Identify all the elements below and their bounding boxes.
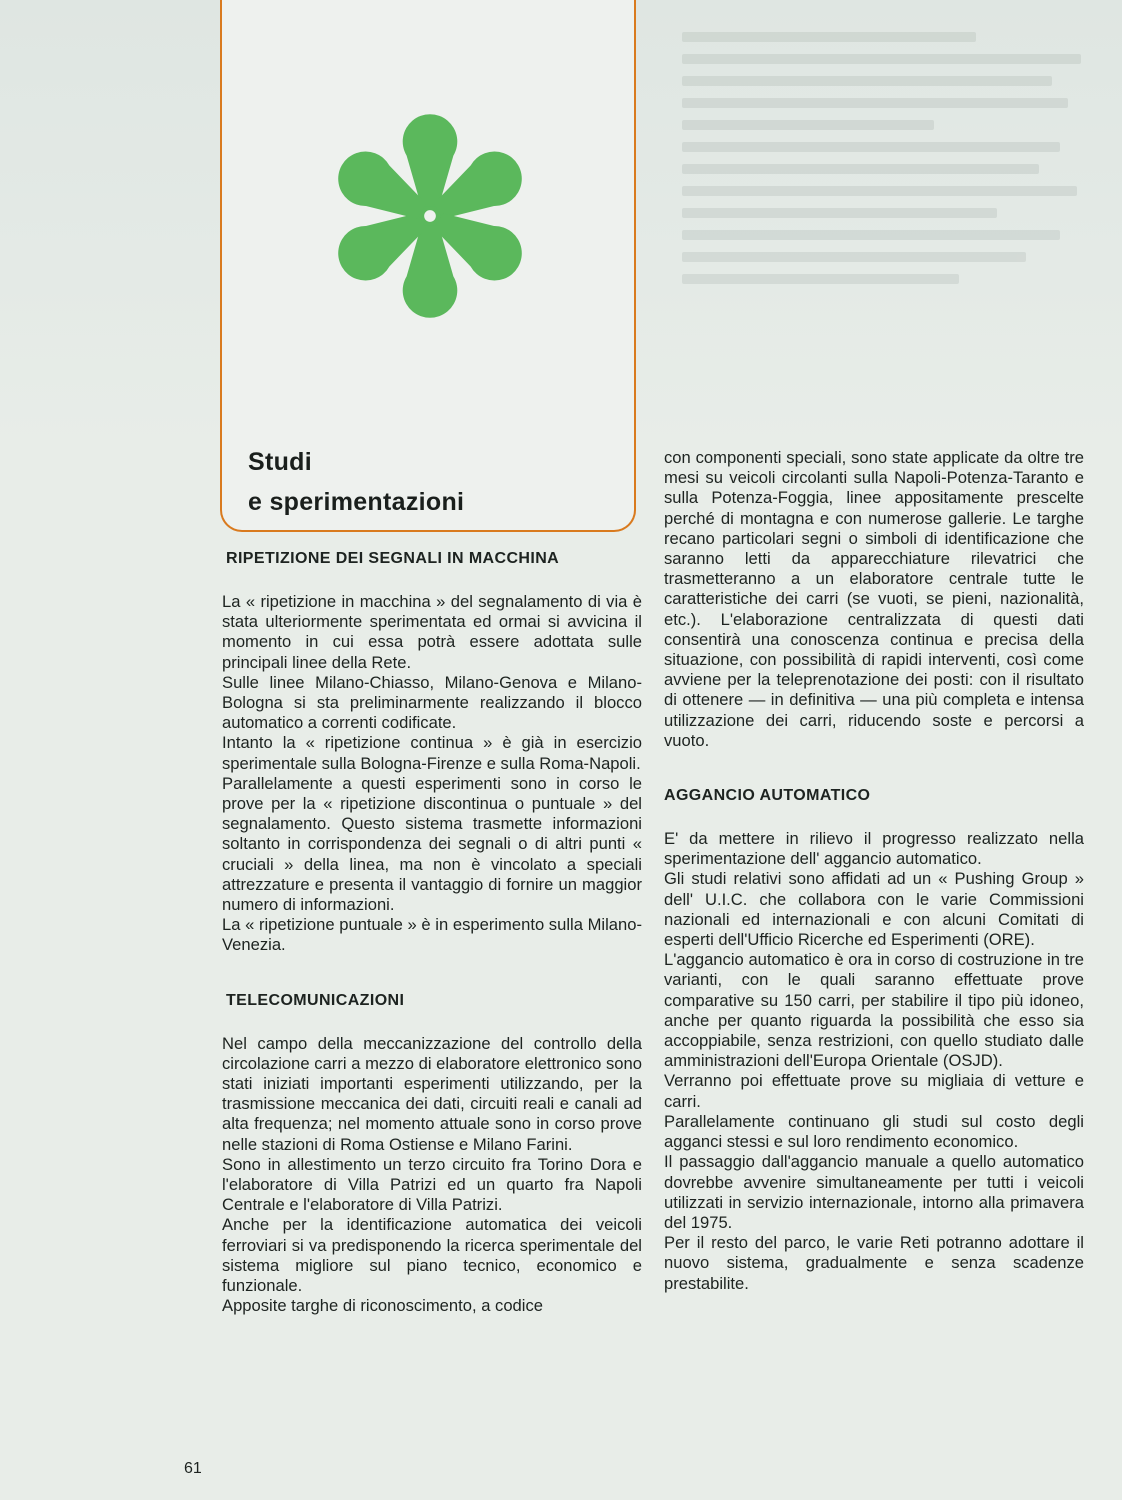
section-heading-aggancio: AGGANCIO AUTOMATICO — [664, 787, 871, 805]
paragraph: Nel campo della meccanizzazione del controllo della circolazione carri a mezzo di elaboratore elettronico sono stati iniziati importanti esperimenti utilizzando, per la trasmissione meccanica dei dati, circuiti reali e canali ad alta frequenza; nel momento attuale sono in corso prove nelle stazioni di Roma Ostiense e Milano Farini. — [222, 1033, 642, 1154]
paragraph: La « ripetizione puntuale » è in esperimento sulla Milano-Venezia. — [222, 915, 642, 955]
paragraph: Apposite targhe di riconoscimento, a codice — [222, 1296, 543, 1316]
page-title — [248, 442, 464, 522]
title-card — [220, 0, 636, 532]
paragraph: L'aggancio automatico è ora in corso di costruzione in tre varianti, con le quali saranno effettuate prove comparative su 150 carri, per stabilire il tipo più idoneo, anche per quanto riguarda la possibilità che esso sia accoppiabile, senza restrizioni, con quello studiato dalle amministrazioni dell'Europa Orientale (OSJD). — [664, 950, 1084, 1071]
paragraph: Anche per la identificazione automatica dei veicoli ferroviari si va predisponendo la ricerca sperimentale del sistema migliore sul piano tecnico, economico e funzionale. — [222, 1215, 642, 1296]
paragraph: Il passaggio dall'aggancio manuale a quello automatico dovrebbe avvenire simultaneamente per tutti i veicoli utilizzati in servizio internazionale, intorno alla primavera del 1975. — [664, 1152, 1084, 1232]
paragraph: Sono in allestimento un terzo circuito fra Torino Dora e l'elaboratore di Villa Patrizi ed un quarto fra Napoli Centrale e l'elaboratore di Villa Patrizi. — [222, 1154, 642, 1215]
flower-logo-icon — [332, 101, 528, 331]
paragraph: La « ripetizione in macchina » del segnalamento di via è stata ulteriormente sperimentata ed ormai si avvicina il momento in cui essa potrà essere adottata sulle principali linee della Rete. — [222, 592, 642, 672]
background-ghost-text — [682, 20, 1102, 400]
left-column — [222, 548, 642, 1317]
paragraph: Parallelamente a questi esperimenti sono in corso le prove per la « ripetizione discontinua o puntuale » del segnalamento. Questo sistema trasmette informazioni soltanto in corrispondenza dei segnali o di altri punti « cruciali » della linea, ma non è vincolato a speciali attrezzature e presenta il vantaggio di fornire un maggior numero di informazioni. — [222, 773, 642, 915]
paragraph-continuation: con componenti speciali, sono state applicate da oltre tre mesi su veicoli circolanti sulla Napoli-Potenza-Taranto e sulla Potenza-Foggia, linee appositamente prescelte perché di montagna e con numerose gallerie. Le targhe recano particolari segni o simboli di identificazione che saranno letti da apparecchiature rilevatrici che trasmetteranno a un elaboratore centrale tutte le caratteristiche dei carri (se vuoti, se pieni, nazionalità, etc.). L'elaborazione centralizzata di questi dati consentirà una conoscenza continua e precisa della situazione, con possibilità di rapidi interventi, così come avviene per la teleprenotazione dei posti: con il risultato di ottenere — in definitiva — una più completa e intensa utilizzazione dei carri, riducendo soste e percorsi a vuoto. — [664, 448, 1084, 750]
flower-petals — [332, 114, 528, 318]
section-heading-ripetizione: RIPETIZIONE DEI SEGNALI IN MACCHINA — [226, 550, 560, 567]
paragraph: Verranno poi effettuate prove su migliaia di vetture e carri. — [664, 1071, 1084, 1111]
paragraph: Sulle linee Milano-Chiasso, Milano-Genova e Milano-Bologna si sta preliminarmente realizzando il blocco automatico a correnti codificate. — [222, 672, 642, 733]
page-title-line1: Studi — [248, 448, 312, 476]
paragraph: Per il resto del parco, le varie Reti potranno adottare il nuovo sistema, gradualmente e senza scadenze prestabilite. — [664, 1233, 1084, 1293]
page-title-line2: e sperimentazioni — [248, 488, 465, 516]
paragraph: E' da mettere in rilievo il progresso realizzato nella sperimentazione dell' aggancio automatico. — [664, 829, 1084, 869]
section-heading-telecomunicazioni: TELECOMUNICAZIONI — [226, 991, 405, 1009]
paragraph: Intanto la « ripetizione continua » è già in esercizio sperimentale sulla Bologna-Firenze e sulla Roma-Napoli. — [222, 733, 642, 773]
paragraph: Gli studi relativi sono affidati ad un « Pushing Group » dell' U.I.C. che collabora con le varie Commissioni nazionali ed internazionali e con alcuni Comitati di esperti dell'Ufficio Ricerche ed Esperimenti (ORE). — [664, 869, 1084, 950]
paragraph: Parallelamente continuano gli studi sul costo degli agganci stessi e sul loro rendimento economico. — [664, 1111, 1084, 1152]
page-number: 61 — [184, 1460, 202, 1477]
right-column — [664, 448, 1084, 1294]
